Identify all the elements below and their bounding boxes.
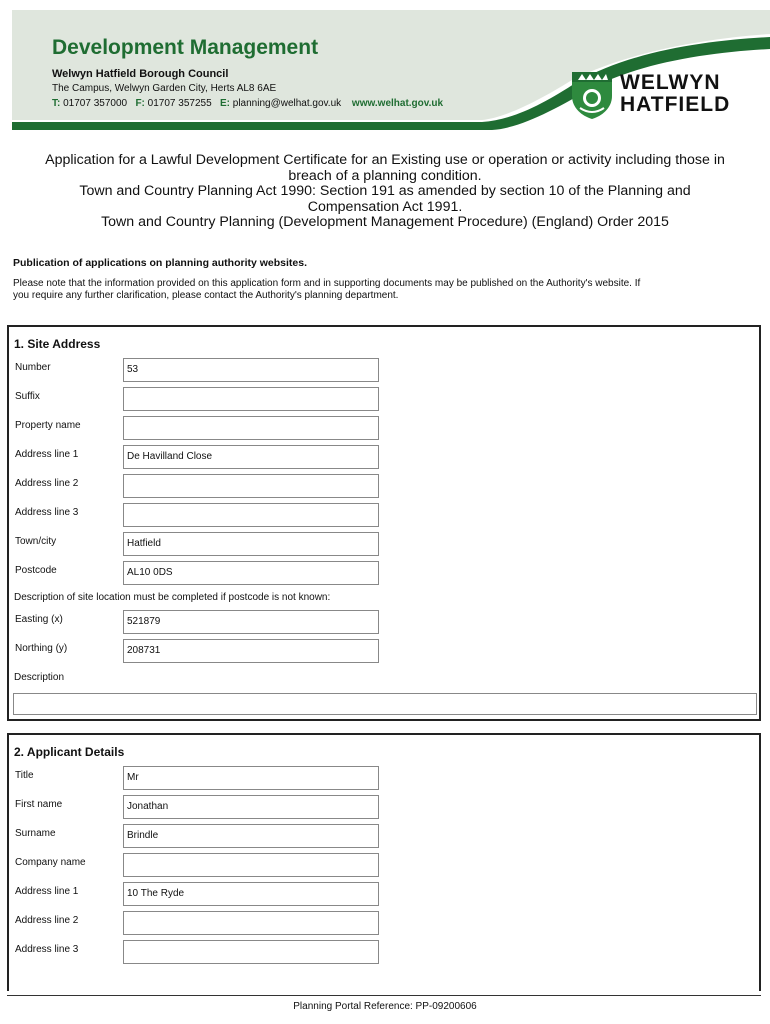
form-heading-line-4: Compensation Act 1991. xyxy=(307,198,463,215)
field-label: Northing (y) xyxy=(15,643,68,654)
site-address-section xyxy=(7,325,761,721)
site-town-row xyxy=(15,532,755,557)
logo-line-2: HATFIELD xyxy=(620,93,731,116)
field-label: Address line 2 xyxy=(15,915,79,926)
site-address-line-2-row xyxy=(15,474,755,499)
field-label: Number xyxy=(15,362,51,373)
applicant-address-line-3-field[interactable] xyxy=(123,940,379,964)
site-description-field[interactable] xyxy=(13,693,757,715)
site-postcode-row xyxy=(15,561,755,586)
site-address-line-2-field[interactable] xyxy=(123,474,379,498)
publication-note xyxy=(13,278,753,301)
applicant-address-line-1-row xyxy=(15,882,755,907)
logo-line-1: WELWYN xyxy=(620,71,721,94)
site-number-row xyxy=(15,358,755,383)
council-crest-icon xyxy=(570,70,614,120)
site-town-field[interactable]: Hatfield xyxy=(123,532,379,556)
applicant-surname-field[interactable]: Brindle xyxy=(123,824,379,848)
publication-note-line-1: Please note that the information provided on this application form and in supporting documents may be published on the Authority's website. If xyxy=(13,278,641,289)
applicant-address-line-2-field[interactable] xyxy=(123,911,379,935)
form-heading-line-1: Application for a Lawful Development Certificate for an Existing use or operation or activity including those in xyxy=(45,152,725,168)
easting-field[interactable]: 521879 xyxy=(123,610,379,634)
applicant-details-title: 2. Applicant Details xyxy=(14,745,125,759)
logo-wordmark xyxy=(620,72,730,116)
location-note: Description of site location must be completed if postcode is not known: xyxy=(14,592,331,603)
council-address: The Campus, Welwyn Garden City, Herts AL8 6AE xyxy=(52,83,277,94)
form-heading-line-2: breach of a planning condition. xyxy=(288,167,482,184)
field-label: First name xyxy=(15,799,63,810)
field-label: Property name xyxy=(15,420,81,431)
field-label: Address line 1 xyxy=(15,886,79,897)
email-label: E: xyxy=(219,98,230,109)
welwyn-hatfield-logo xyxy=(570,70,770,130)
field-label: Town/city xyxy=(15,536,57,547)
site-property-name-row xyxy=(15,416,755,441)
tel-number: 01707 357000 xyxy=(63,98,128,109)
site-postcode-field[interactable]: AL10 0DS xyxy=(123,561,379,585)
publication-title: Publication of applications on planning authority websites. xyxy=(13,257,308,269)
applicant-details-section xyxy=(7,733,761,991)
applicant-first-name-field[interactable]: Jonathan xyxy=(123,795,379,819)
field-label: Title xyxy=(15,770,34,781)
site-address-line-3-field[interactable] xyxy=(123,503,379,527)
website-link[interactable]: www.welhat.gov.uk xyxy=(351,98,444,109)
site-property-name-field[interactable] xyxy=(123,416,379,440)
applicant-company-row xyxy=(15,853,755,878)
header-banner xyxy=(12,10,770,130)
field-label: Address line 2 xyxy=(15,478,79,489)
northing-field[interactable]: 208731 xyxy=(123,639,379,663)
site-suffix-row xyxy=(15,387,755,412)
field-label: Easting (x) xyxy=(15,614,63,625)
applicant-title-row xyxy=(15,766,755,791)
site-address-line-1-row xyxy=(15,445,755,470)
easting-row xyxy=(15,610,755,635)
applicant-address-line-3-row xyxy=(15,940,755,965)
applicant-first-name-row xyxy=(15,795,755,820)
applicant-surname-row xyxy=(15,824,755,849)
site-address-line-3-row xyxy=(15,503,755,528)
field-label: Address line 3 xyxy=(15,507,79,518)
form-heading-line-5: Town and Country Planning (Development Management Procedure) (England) Order 2015 xyxy=(101,214,669,230)
site-address-line-1-field[interactable]: De Havilland Close xyxy=(123,445,379,469)
site-address-title: 1. Site Address xyxy=(14,337,101,351)
applicant-title-field[interactable]: Mr xyxy=(123,766,379,790)
fax-number: 01707 357255 xyxy=(147,98,212,109)
applicant-address-line-2-row xyxy=(15,911,755,936)
field-label: Company name xyxy=(15,857,86,868)
publication-note-line-2: you require any further clarification, please contact the Authority's planning department. xyxy=(13,289,399,301)
field-label: Suffix xyxy=(15,391,40,402)
form-heading xyxy=(0,153,770,231)
form-heading-line-3: Town and Country Planning Act 1990: Section 191 as amended by section 10 of the Planning and xyxy=(79,183,691,199)
field-label: Address line 1 xyxy=(15,449,79,460)
northing-row xyxy=(15,639,755,664)
email-address[interactable]: planning@welhat.gov.uk xyxy=(232,98,342,109)
footer-divider xyxy=(7,995,761,996)
tel-label: T: xyxy=(52,98,61,109)
field-label: Surname xyxy=(15,828,56,839)
fax-label: F: xyxy=(135,98,145,109)
applicant-address-line-1-field[interactable]: 10 The Ryde xyxy=(123,882,379,906)
field-label: Address line 3 xyxy=(15,944,79,955)
department-title: Development Management xyxy=(52,36,319,59)
council-name: Welwyn Hatfield Borough Council xyxy=(52,68,229,80)
applicant-company-field[interactable] xyxy=(123,853,379,877)
field-label: Postcode xyxy=(15,565,57,576)
site-number-field[interactable]: 53 xyxy=(123,358,379,382)
description-label: Description xyxy=(14,672,65,683)
planning-portal-reference: Planning Portal Reference: PP-09200606 xyxy=(293,1001,477,1012)
contact-line xyxy=(52,98,443,109)
site-suffix-field[interactable] xyxy=(123,387,379,411)
